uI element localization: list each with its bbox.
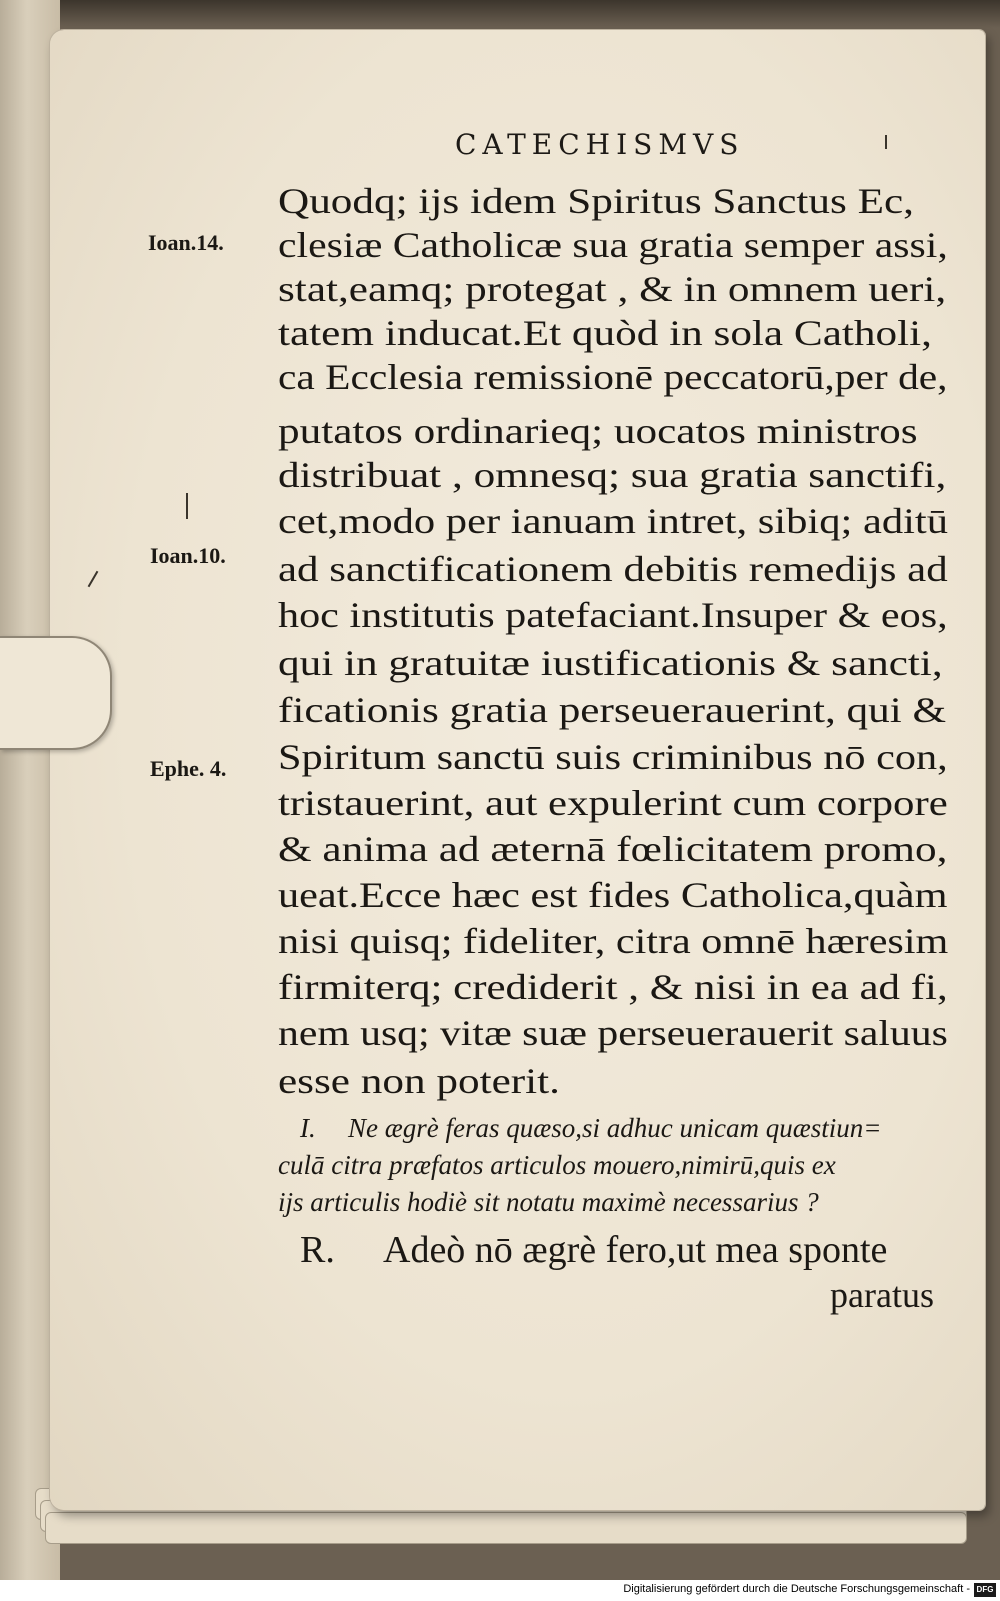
text-line: Spiritum sanctū suis criminibus nō con, xyxy=(278,737,948,777)
text-line: clesiæ Catholicæ sua gratia semper assi, xyxy=(278,225,948,265)
text-line: nisi quisq; fideliter, citra omnē hæresim xyxy=(278,921,949,961)
text-line: ca Ecclesia remissionē peccatorū,per de, xyxy=(278,357,948,397)
running-head: CATECHISMVS xyxy=(455,128,745,161)
text-line: & anima ad æternā fœlicitatem promo, xyxy=(278,829,948,869)
margin-note: Ioan.14. xyxy=(148,230,224,255)
question-line: culā citra præfatos articulos mouero,nimirū,quis ex xyxy=(278,1150,836,1180)
text-line: putatos ordinarieq; uocatos ministros xyxy=(278,411,918,451)
dfg-logo: DFG xyxy=(974,1583,996,1597)
margin-note: Ephe. 4. xyxy=(150,756,227,781)
page-clasp-tab xyxy=(0,636,112,750)
page-edge xyxy=(45,1512,967,1544)
text-line: nem usq; vitæ suæ perseuerauerit saluus xyxy=(278,1013,948,1053)
page-marker xyxy=(885,135,887,149)
text-line: Quodq; ijs idem Spiritus Sanctus Ec, xyxy=(278,181,914,221)
text-line: tristauerint, aut expulerint cum corpore xyxy=(278,783,948,823)
text-line: ad sanctificationem debitis remedijs ad xyxy=(278,549,948,589)
margin-note: Ioan.10. xyxy=(150,543,226,568)
response-text: Adeò nō ægrè fero,ut mea sponte xyxy=(383,1229,888,1271)
text-line: firmiterq; crediderit , & nisi in ea ad fi, xyxy=(278,967,948,1007)
text-line: esse non poterit. xyxy=(278,1061,560,1101)
question-number: I. xyxy=(300,1113,316,1143)
text-line: distribuat , omnesq; sua gratia sanctifi, xyxy=(278,455,947,495)
text-line: qui in gratuitæ iustificationis & sancti, xyxy=(278,643,943,683)
question-line: Ne ægrè feras quæso,si adhuc unicam quæstiun= xyxy=(348,1113,882,1143)
catchword: paratus xyxy=(830,1275,934,1315)
text-line: cet,modo per ianuam intret, sibiq; aditū xyxy=(278,501,949,541)
response-label: R. xyxy=(300,1229,335,1271)
text-line: tatem inducat.Et quòd in sola Catholi, xyxy=(278,313,932,353)
scan-top-shadow xyxy=(0,0,1000,28)
question-line: ijs articulis hodiè sit notatu maximè necessarius ? xyxy=(278,1187,819,1217)
ink-mark xyxy=(186,493,188,519)
text-line: ficationis gratia perseuerauerint, qui & xyxy=(278,690,947,730)
footer-credit: Digitalisierung gefördert durch die Deutsche Forschungsgemeinschaft - xyxy=(623,1583,970,1595)
text-line: hoc institutis patefaciant.Insuper & eos, xyxy=(278,595,948,635)
text-line: stat,eamq; protegat , & in omnem ueri, xyxy=(278,269,947,309)
digitization-footer xyxy=(0,1580,1000,1601)
text-line: ueat.Ecce hæc est fides Catholica,quàm xyxy=(278,875,948,915)
